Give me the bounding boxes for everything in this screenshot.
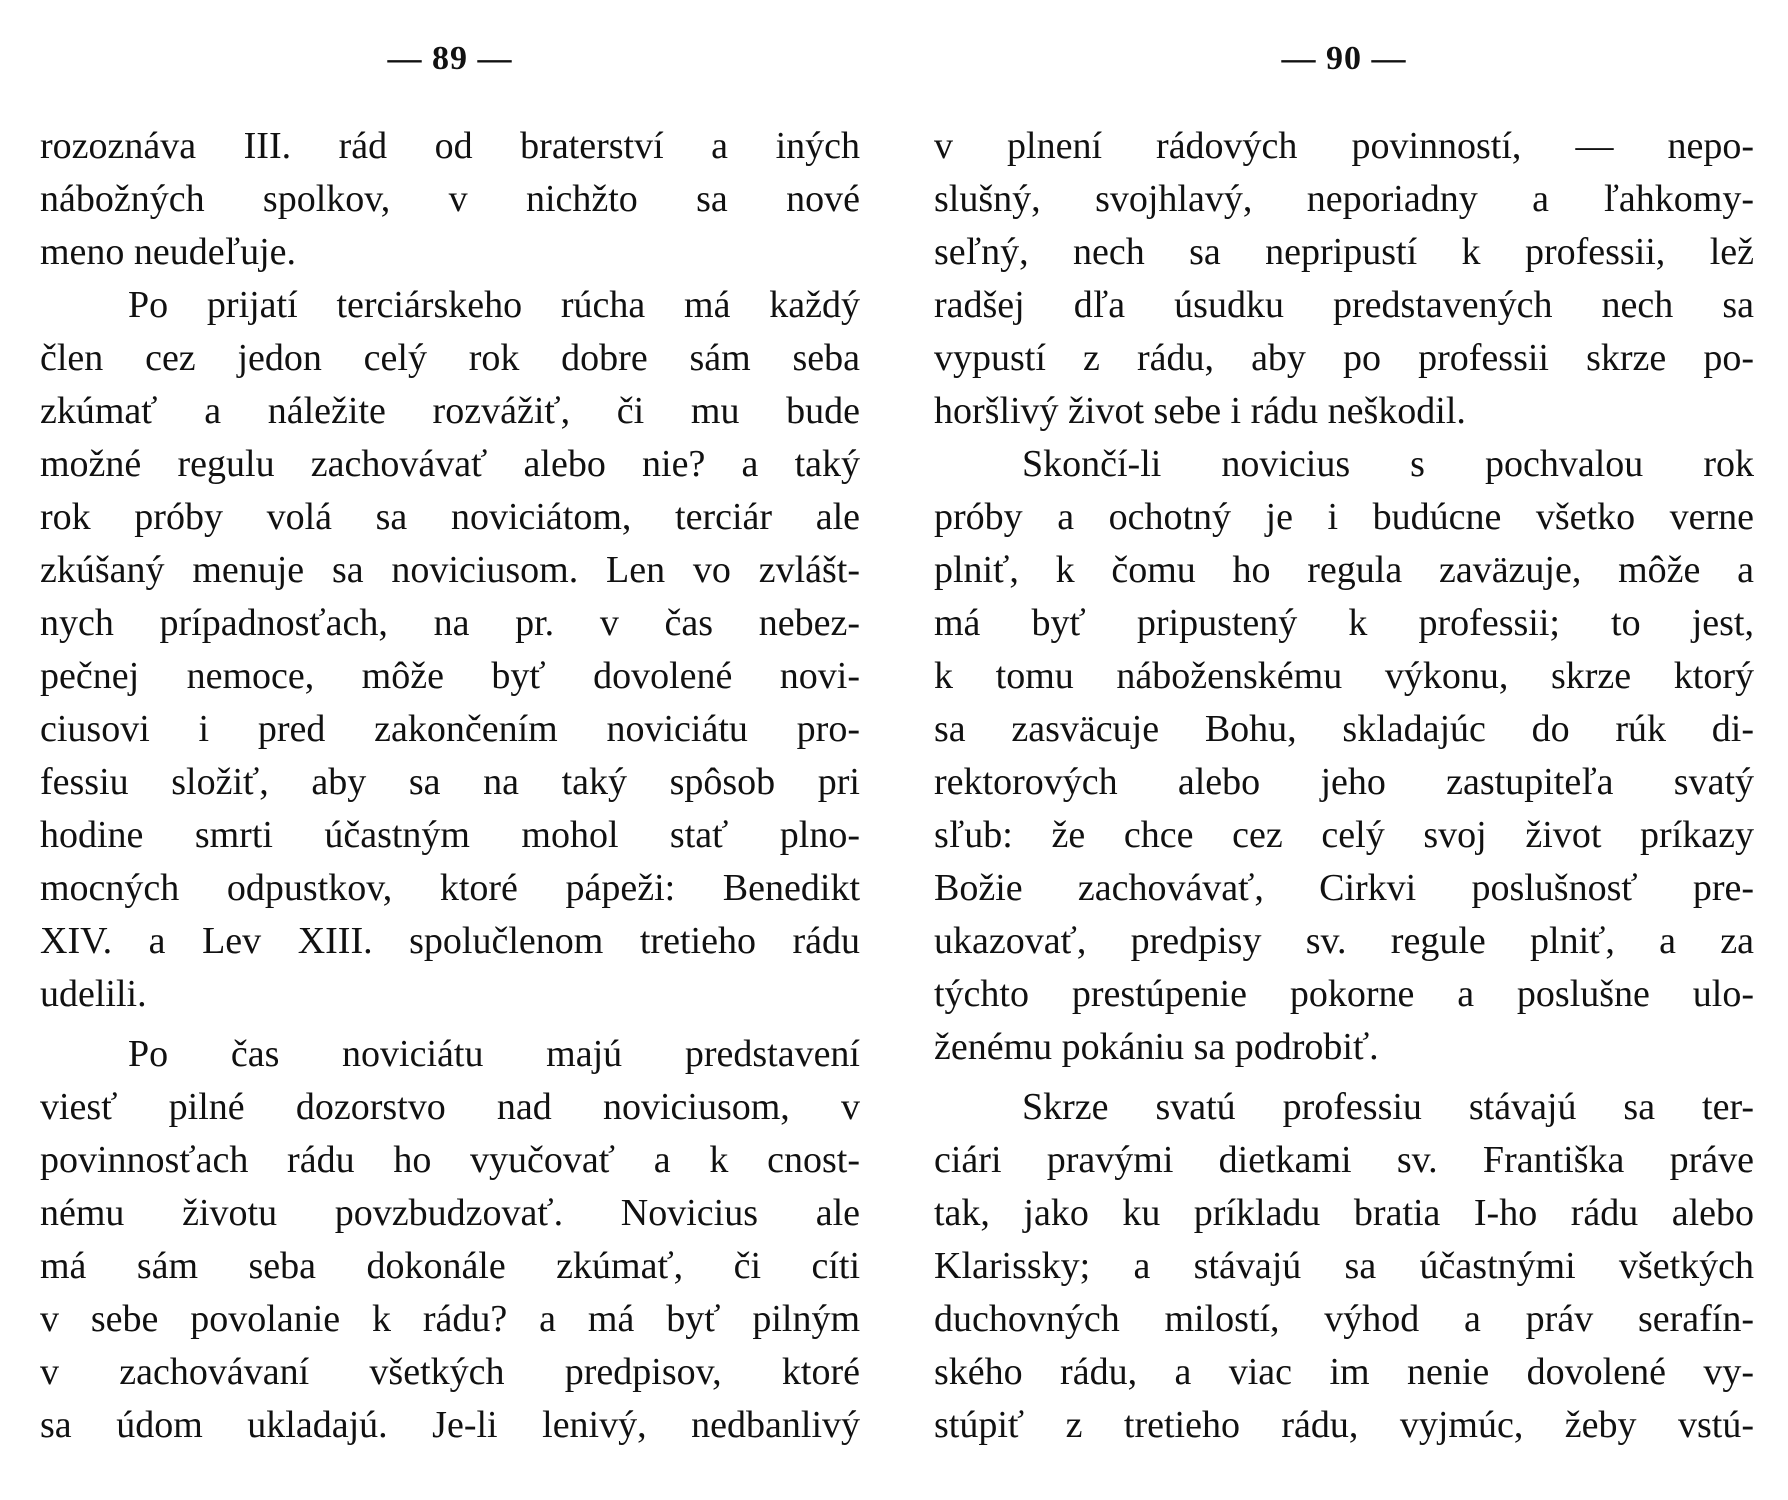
text-line: povinnosťach rádu ho vyučovať a k cnost- bbox=[40, 1139, 860, 1181]
right-page bbox=[934, 0, 1754, 1500]
right-page-number: — 90 — bbox=[1281, 40, 1407, 77]
text-line: nych prípadnosťach, na pr. v čas nebez- bbox=[40, 602, 860, 644]
text-line: pečnej nemoce, môže byť dovolené novi- bbox=[40, 655, 860, 697]
text-line: možné regulu zachovávať alebo nie? a taký bbox=[40, 443, 860, 485]
text-line: sa údom ukladajú. Je-li lenivý, nedbanlivý bbox=[40, 1404, 860, 1446]
text-line: mocných odpustkov, ktoré pápeži: Benedikt bbox=[40, 867, 860, 909]
text-line: XIV. a Lev XIII. spolučlenom tretieho rádu bbox=[40, 920, 860, 962]
text-line: Po prijatí terciárskeho rúcha má každý bbox=[128, 284, 860, 326]
text-line: duchovných milostí, výhod a práv serafín- bbox=[934, 1298, 1754, 1340]
text-line: týchto prestúpenie pokorne a poslušne ulo- bbox=[934, 973, 1754, 1015]
text-line: ciári pravými dietkami sv. Františka práve bbox=[934, 1139, 1754, 1181]
right-page-body bbox=[934, 120, 1754, 1452]
text-line: sa zasväcuje Bohu, skladajúc do rúk di- bbox=[934, 708, 1754, 750]
text-line: ciusovi i pred zakončením noviciátu pro- bbox=[40, 708, 860, 750]
text-line: tak, jako ku príkladu bratia I-ho rádu alebo bbox=[934, 1192, 1754, 1234]
text-line: udelili. bbox=[40, 973, 147, 1015]
text-line: meno neudeľuje. bbox=[40, 231, 297, 273]
left-page bbox=[40, 0, 860, 1500]
text-line: fessiu složiť, aby sa na taký spôsob pri bbox=[40, 761, 860, 803]
text-line: Božie zachovávať, Cirkvi poslušnosť pre- bbox=[934, 867, 1754, 909]
left-page-number: — 89 — bbox=[387, 40, 513, 77]
text-line: Skončí-li novicius s pochvalou rok bbox=[1022, 443, 1754, 485]
right-page-number-value: 90 bbox=[1326, 40, 1362, 77]
text-line: v zachovávaní všetkých predpisov, ktoré bbox=[40, 1351, 860, 1393]
text-line: rok próby volá sa noviciátom, terciár ale bbox=[40, 496, 860, 538]
text-line: plniť, k čomu ho regula zaväzuje, môže a bbox=[934, 549, 1754, 591]
text-line: člen cez jedon celý rok dobre sám seba bbox=[40, 337, 860, 379]
text-line: ženému pokániu sa podrobiť. bbox=[934, 1026, 1379, 1068]
text-line: zkúmať a náležite rozvážiť, či mu bude bbox=[40, 390, 860, 432]
text-line: v plnení rádových povinností, — nepo- bbox=[934, 125, 1754, 167]
text-line: má byť pripustený k professii; to jest, bbox=[934, 602, 1754, 644]
text-line: rektorových alebo jeho zastupiteľa svatý bbox=[934, 761, 1754, 803]
text-line: nábožných spolkov, v nichžto sa nové bbox=[40, 178, 860, 220]
text-line: Skrze svatú professiu stávajú sa ter- bbox=[1022, 1086, 1754, 1128]
text-line: zkúšaný menuje sa noviciusom. Len vo zvlášt- bbox=[40, 549, 860, 591]
text-line: seľný, nech sa nepripustí k professii, lež bbox=[934, 231, 1754, 273]
text-line: vypustí z rádu, aby po professii skrze po- bbox=[934, 337, 1754, 379]
text-line: rozoznáva III. rád od braterství a iných bbox=[40, 125, 860, 167]
text-line: stúpiť z tretieho rádu, vyjmúc, žeby vstú- bbox=[934, 1404, 1754, 1446]
text-line: ukazovať, predpisy sv. regule plniť, a za bbox=[934, 920, 1754, 962]
left-page-number-value: 89 bbox=[432, 40, 468, 77]
text-line: próby a ochotný je i budúcne všetko verne bbox=[934, 496, 1754, 538]
text-line: ského rádu, a viac im nenie dovolené vy- bbox=[934, 1351, 1754, 1393]
text-line: Klarissky; a stávajú sa účastnými všetkých bbox=[934, 1245, 1754, 1287]
left-page-body bbox=[40, 120, 860, 1452]
text-line: Po čas noviciátu majú predstavení bbox=[128, 1033, 860, 1075]
text-line: k tomu náboženskému výkonu, skrze ktorý bbox=[934, 655, 1754, 697]
text-line: nému životu povzbudzovať. Novicius ale bbox=[40, 1192, 860, 1234]
text-line: horšlivý život sebe i rádu neškodil. bbox=[934, 390, 1466, 432]
text-line: v sebe povolanie k rádu? a má byť pilným bbox=[40, 1298, 860, 1340]
text-line: sľub: že chce cez celý svoj život príkazy bbox=[934, 814, 1754, 856]
text-line: radšej dľa úsudku predstavených nech sa bbox=[934, 284, 1754, 326]
text-line: viesť pilné dozorstvo nad noviciusom, v bbox=[40, 1086, 860, 1128]
text-line: má sám seba dokonále zkúmať, či cíti bbox=[40, 1245, 860, 1287]
text-line: hodine smrti účastným mohol stať plno- bbox=[40, 814, 860, 856]
text-line: slušný, svojhlavý, neporiadny a ľahkomy- bbox=[934, 178, 1754, 220]
